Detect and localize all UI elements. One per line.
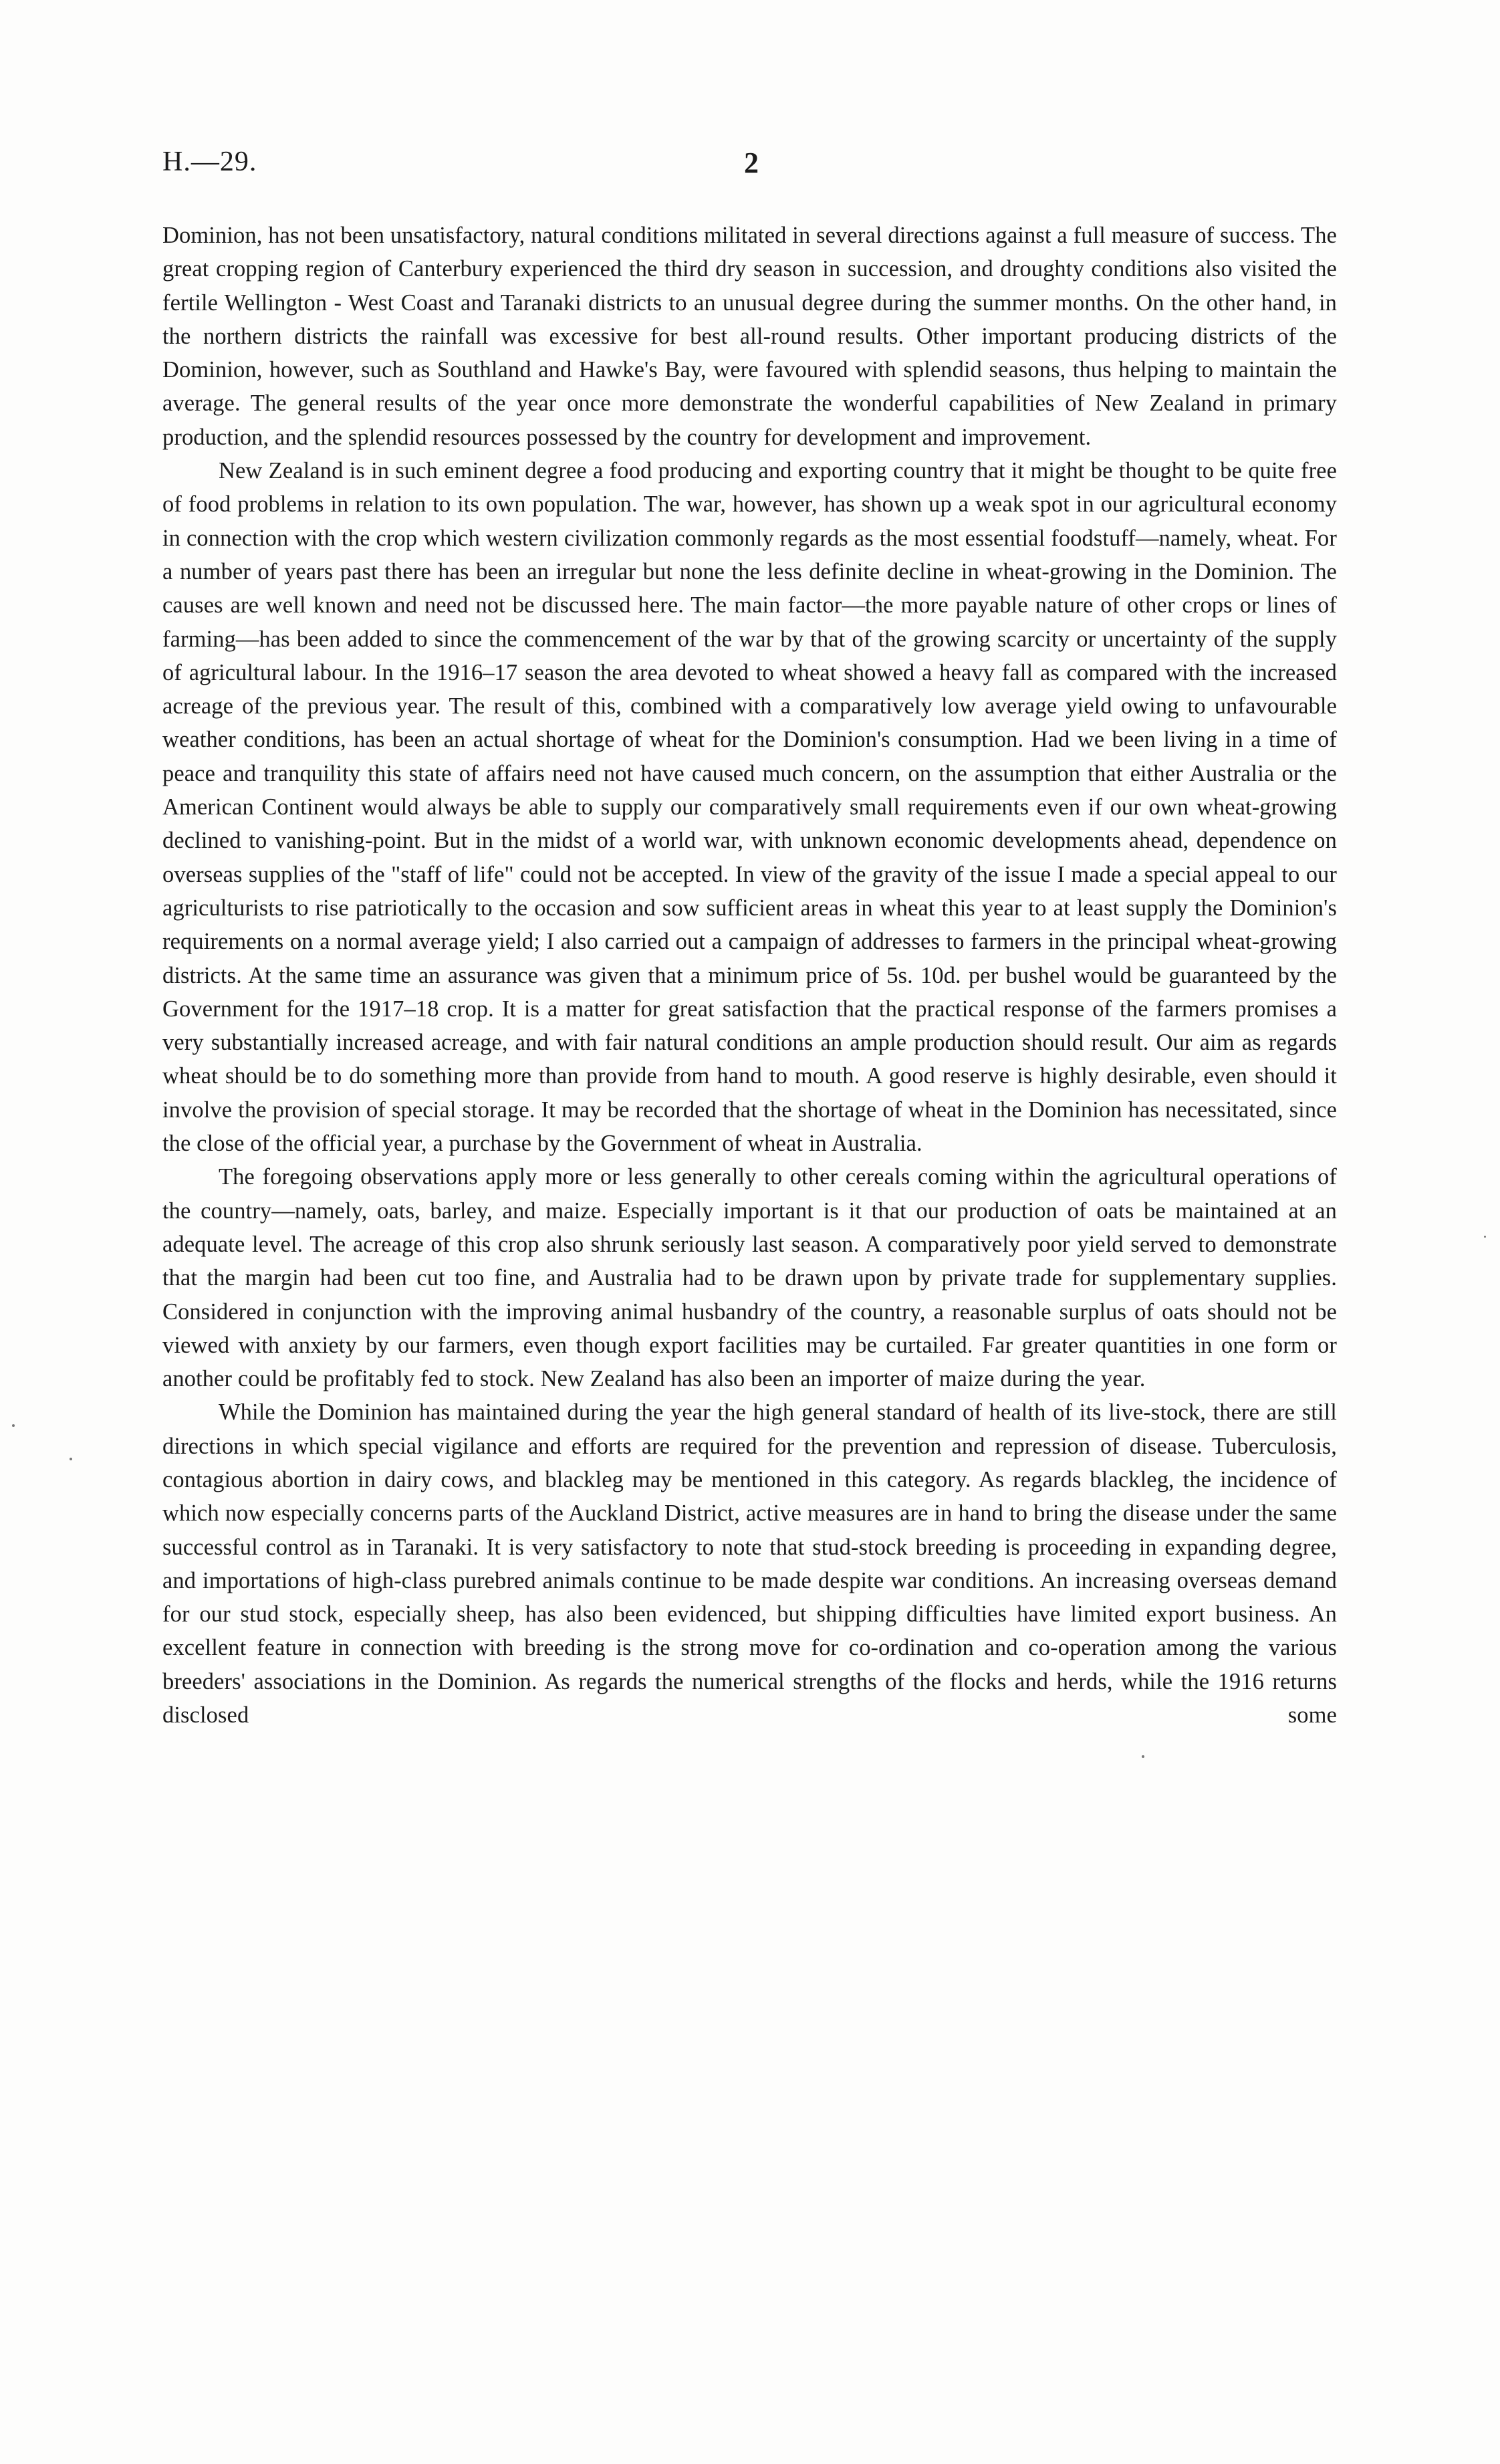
body-text	[162, 219, 1337, 1732]
scan-speck	[1484, 1236, 1486, 1238]
paragraph-wheat-shortage: New Zealand is in such eminent degree a food producing and exporting country that it might be thought to be quite free of food problems in relation to its own population. The war, however, has shown up a weak spot in our agricultural economy in connection with the crop which western civilization commonly regards as the most essential foodstuff—namely, wheat. For a number of years past there has been an irregular but none the less definite decline in wheat-growing in the Dominion. The causes are well known and need not be discussed here. The main factor—the more payable nature of other crops or lines of farming—has been added to since the commencement of the war by that of the growing scarcity or uncertainty of the supply of agricultural labour. In the 1916–17 season the area devoted to wheat showed a heavy fall as compared with the increased acreage of the previous year. The result of this, combined with a comparatively low average yield owing to unfavourable weather conditions, has been an actual shortage of wheat for the Dominion's consumption. Had we been living in a time of peace and tranquility this state of affairs need not have caused much concern, on the assumption that either Australia or the American Continent would always be able to supply our comparatively small requirements even if our own wheat-growing declined to vanishing-point. But in the midst of a world war, with unknown economic developments ahead, dependence on overseas supplies of the "staff of life" could not be accepted. In view of the gravity of the issue I made a special appeal to our agriculturists to rise patriotically to the occasion and sow sufficient areas in wheat this year to at least supply the Dominion's requirements on a normal average yield; I also carried out a campaign of addresses to farmers in the principal wheat-growing districts. At the same time an assurance was given that a minimum price of 5s. 10d. per bushel would be guaranteed by the Government for the 1917–18 crop. It is a matter for great satisfaction that the practical response of the farmers promises a very substantially increased acreage, and with fair natural conditions an ample production should result. Our aim as regards wheat should be to do something more than provide from hand to mouth. A good reserve is highly desirable, even should it involve the provision of special storage. It may be recorded that the shortage of wheat in the Dominion has necessitated, since the close of the official year, a purchase by the Government of wheat in Australia.	[162, 458, 1337, 1157]
scan-speck	[12, 1424, 15, 1427]
paragraph-other-cereals: The foregoing observations apply more or less generally to other cereals coming within the agricultural operations of the country—namely, oats, barley, and maize. Especially important is it that our production of oats be maintained at an adequate level. The acreage of this crop also shrunk seriously last season. A comparatively poor yield served to demonstrate that the margin had been cut too fine, and Australia had to be drawn upon by private trade for supplementary supplies. Considered in conjunction with the improving animal husbandry of the country, a reasonable surplus of oats should not be viewed with anxiety by our farmers, even though export facilities may be curtailed. Far greater quantities in one form or another could be profitably fed to stock. New Zealand has also been an importer of maize during the year.	[162, 1164, 1337, 1392]
document-reference: H.—29.	[162, 146, 257, 177]
paragraph-season-results: Dominion, has not been unsatisfactory, natural conditions militated in several directions against a full measure of success. The great cropping region of Canterbury experienced the third dry season in succession, and droughty conditions also visited the fertile Wellington - West Coast and Taranaki districts to an unusual degree during the summer months. On the other hand, in the northern districts the rainfall was excessive for best all-round results. Other important producing districts of the Dominion, however, such as Southland and Hawke's Bay, were favoured with splendid seasons, thus helping to maintain the average. The general results of the year once more demonstrate the wonderful capabilities of New Zealand in primary production, and the splendid resources possessed by the country for development and improvement.	[162, 223, 1337, 450]
paragraph-live-stock: While the Dominion has maintained during the year the high general standard of health of its live-stock, there are still directions in which special vigilance and efforts are required for the prevention and repression of disease. Tuberculosis, contagious abortion in dairy cows, and blackleg may be mentioned in this category. As regards blackleg, the incidence of which now especially concerns parts of the Auckland District, active measures are in hand to bring the disease under the same successful control as in Taranaki. It is very satisfactory to note that stud-stock breeding is proceeding in expanding degree, and importations of high-class purebred animals continue to be made despite war conditions. An increasing overseas demand for our stud stock, especially sheep, has also been evidenced, but shipping difficulties have limited export business. An excellent feature in connection with breeding is the strong move for co-ordination and co-operation among the various breeders' associations in the Dominion. As regards the numerical strengths of the flocks and herds, while the 1916 returns disclosed some	[162, 1399, 1337, 1728]
page-number: 2	[744, 146, 759, 179]
scan-speck	[70, 1458, 72, 1460]
scan-speck	[1142, 1755, 1144, 1758]
page-header	[162, 146, 1337, 186]
